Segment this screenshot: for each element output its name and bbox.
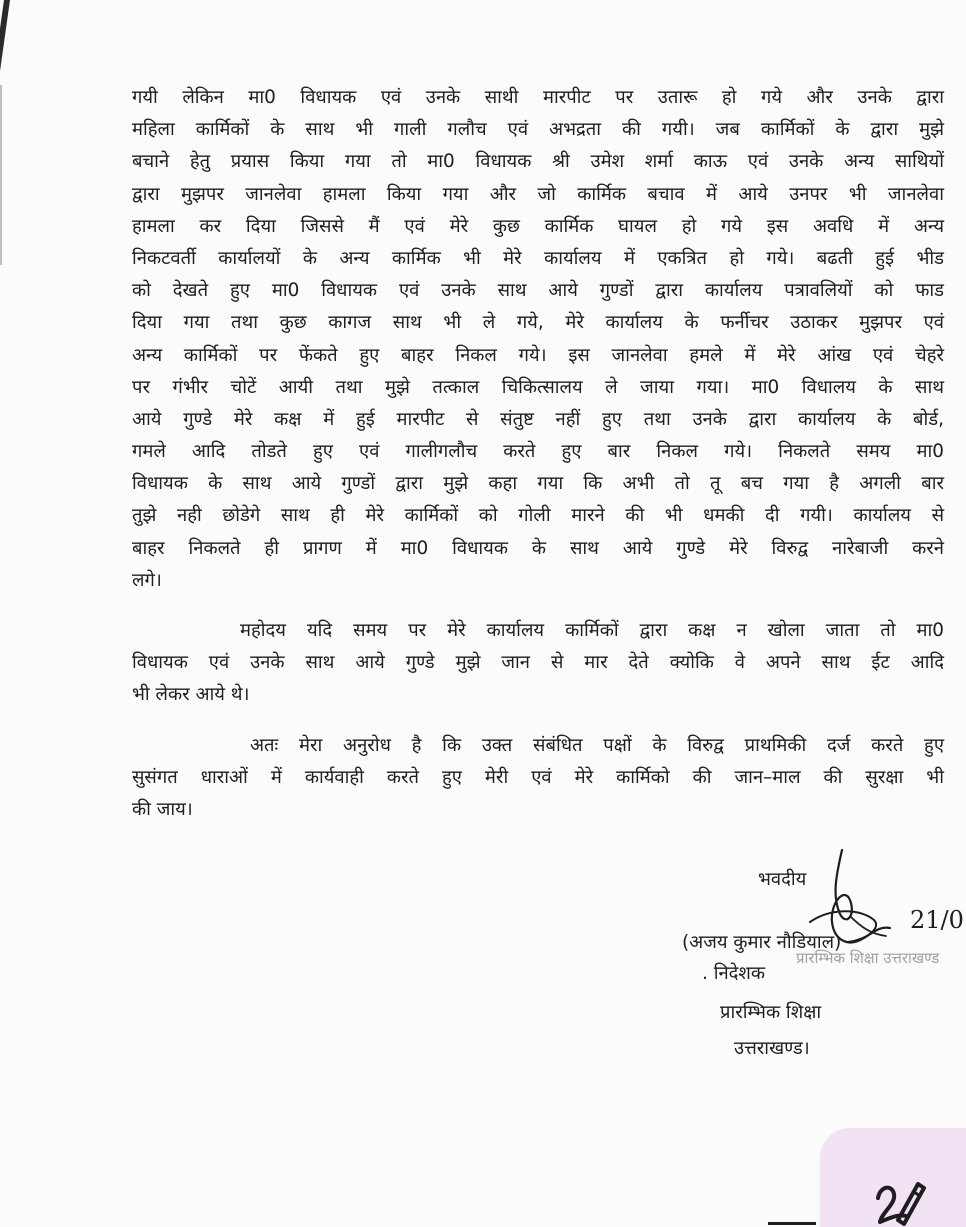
handwritten-date: 21/0 [910,906,964,934]
paragraph-2 [132,615,944,712]
page-edge-mark [0,0,10,85]
letter-body [132,82,944,826]
text-line: आये गुण्डे मेरे कक्ष में हुई मारपीट से संतुष्ट नहीं हुए तथा उनके द्वारा कार्यालय के बोर्ड, [132,408,944,430]
signature-block [660,856,964,1076]
closing-text: भवदीय [758,869,807,890]
signatory-department: प्रारम्भिक शिक्षा [720,1002,822,1023]
text-line: भी लेकर आये थे। [132,684,250,706]
paragraph-3 [132,730,944,827]
text-line: महिला कार्मिकों के साथ भी गाली गलौच एवं अभद्रता की गयी। जब कार्मिकों के द्वारा मुझे [132,119,944,141]
text-line: गयी लेकिन मा0 विधायक एवं उनके साथी मारपीट पर उतारू हो गये और उनके द्वारा [132,87,944,108]
text-line: निकटवर्ती कार्यालयों के अन्य कार्मिक भी मेरे कार्यालय में एकत्रित हो गये। बढती हुई भीड [132,247,944,269]
text-line: बचाने हेतु प्रयास किया गया तो मा0 विधायक श्री उमेश शर्मा काऊ एवं उनके अन्य साथियों [132,151,944,173]
text-line: गमले आदि तोडते हुए एवं गालीगलौच करते हुए बार निकल गये। निकलते समय मा0 [132,441,944,463]
text-line: तुझे नही छोडेगे साथ ही मेरे कार्मिकों को गोली मारने की भी धमकी दी गयी। कार्यालय से [132,505,944,527]
page-edge-line [0,85,2,265]
signatory-state: उत्तराखण्ड। [734,1038,810,1059]
text-line: दिया गया तथा कुछ कागज साथ भी ले गये, मेरे कार्यालय के फर्नीचर उठाकर मुझपर एवं [132,312,944,334]
text-line: की जाय। [132,798,193,820]
text-line: पर गंभीर चोटें आयी तथा मुझे तत्काल चिकित्सालय ले जाया गया। मा0 विधालय के साथ [132,376,944,398]
text-line: अन्य कार्मिकों पर फेंकते हुए बाहर निकल गये। इस जानलेवा हमले में मेरे आंख एवं चेहरे [132,344,944,366]
text-line: बाहर निकलते ही प्रागण में मा0 विधायक के साथ आये गुण्डे मेरे विरुद्व नारेबाजी करने [132,537,944,559]
text-line: सुसंगत धाराओं में कार्यवाही करते हुए मेरी एवं मेरे कार्मिको की जान–माल की सुरक्षा भी [132,766,944,788]
text-line: द्वारा मुझपर जानलेवा हामला किया गया और जो कार्मिक बचाव में आये उनपर भी जानलेवा [132,183,944,205]
text-line: विधायक के साथ आये गुण्डों द्वारा मुझे कहा गया कि अभी तो तू बच गया है अगली बार [132,473,944,495]
text-line: अतः मेरा अनुरोध है कि उक्त संबंधित पक्षों के विरुद्व प्राथमिकी दर्ज करते हुए [250,734,944,756]
text-line: विधायक एवं उनके साथ आये गुण्डे मुझे जान से मार देते क्योकि वे अपने साथ ईट आदि [132,652,944,674]
paragraph-gap [132,597,944,615]
text-line: हामला कर दिया जिससे मैं एवं मेरे कुछ कार्मिक घायल हो गये इस अवधि में अन्य [132,215,944,237]
paragraph-1 [132,82,944,597]
signatory-name: (अजय कुमार नौडियाल) [682,932,842,953]
edit-button[interactable] [820,1128,966,1227]
text-line: को देखते हुए मा0 विधायक एवं उनके साथ आये गुण्डों द्वारा कार्यालय पत्रावलियों को फाड [132,280,944,302]
pencil-edit-icon [868,1174,928,1227]
text-line: महोदय यदि समय पर मेरे कार्यालय कार्मिकों द्वारा कक्ष न खोला जाता तो मा0 [240,620,944,641]
paragraph-gap [132,712,944,730]
signatory-title: . निदेशक [702,963,766,984]
office-stamp-text: प्रारम्भिक शिक्षा उत्तराखण्ड [796,949,940,967]
text-line: लगे। [132,569,162,591]
bottom-divider [768,1222,816,1225]
